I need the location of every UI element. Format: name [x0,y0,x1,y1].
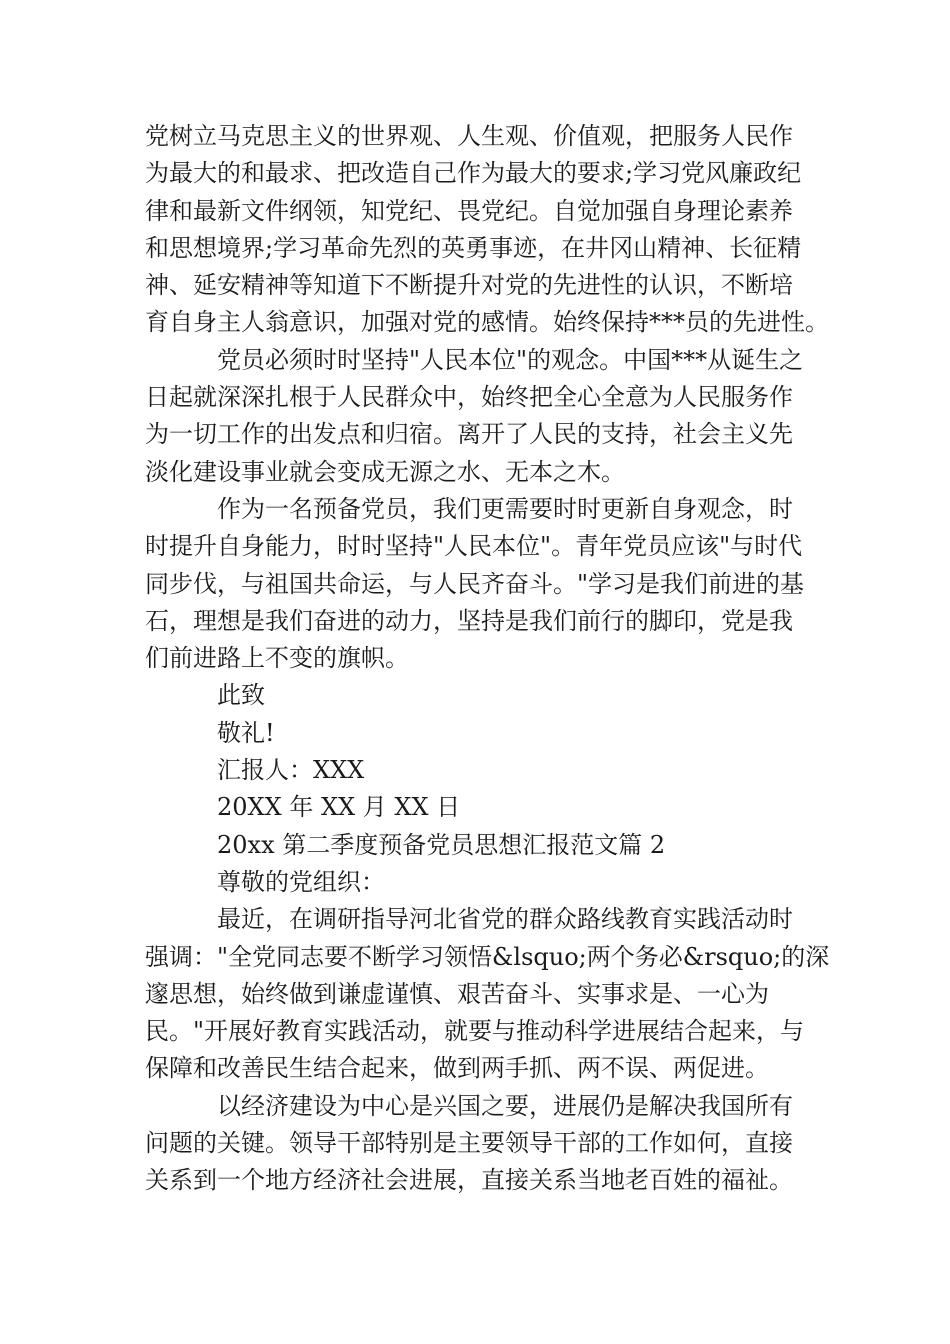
paragraph-start-line: 作为一名预备党员，我们更需要时时更新自身观念，时 [217,494,793,523]
report-date: 20XX 年 XX 月 XX 日 [217,793,461,822]
text-line: 为一切工作的出发点和归宿。离开了人民的支持，社会主义先 [145,420,793,449]
text-line: 民。"开展好教育实践活动，就要与推动科学进展结合起来，与 [145,1017,805,1046]
reporter-name: 汇报人：XXX [217,756,365,785]
text-line: 日起就深深扎根于人民群众中，始终把全心全意为人民服务作 [145,383,793,412]
text-line: 淡化建设事业就会变成无源之水、无本之木。 [145,457,625,486]
paragraph-start-line: 以经济建设为中心是兴国之要，进展仍是解决我国所有 [217,1091,793,1120]
closing-regards: 敬礼! [217,718,275,747]
text-line: 神、延安精神等知道下不断提升对党的先进性的认识，不断培 [145,271,793,300]
text-line: 时提升自身能力，时时坚持"人民本位"。青年党员应该"与时代 [145,532,803,561]
text-line: 为最大的和最求、把改造自己作为最大的要求;学习党风廉政纪 [145,159,802,188]
text-line: 强调："全党同志要不断学习领悟&lsquo;两个务必&rsquo;的深 [145,942,830,971]
document-body [145,118,830,1200]
text-line: 党树立马克思主义的世界观、人生观、价值观，把服务人民作 [145,122,793,150]
text-line: 关系到一个地方经济社会进展，直接关系当地老百姓的福祉。 [145,1166,793,1195]
text-line: 邃思想，始终做到谦虚谨慎、艰苦奋斗、实事求是、一心为 [145,979,769,1008]
closing-salutation: 此致 [217,681,265,710]
text-line: 律和最新文件纲领，知党纪、畏党纪。自觉加强自身理论素养 [145,196,793,225]
text-line: 保障和改善民生结合起来，做到两手抓、两不误、两促进。 [145,1054,769,1083]
text-line: 和思想境界;学习革命先烈的英勇事迹，在井冈山精神、长征精 [145,233,802,262]
paragraph-start-line: 党员必须时时坚持"人民本位"的观念。中国***从诞生之 [217,345,804,374]
paragraph-start-line: 最近，在调研指导河北省党的群众路线教育实践活动时 [217,905,793,934]
text-line: 问题的关键。领导干部特别是主要领导干部的工作如何，直接 [145,1129,793,1158]
greeting: 尊敬的党组织： [217,867,385,896]
text-line: 石，理想是我们奋进的动力，坚持是我们前行的脚印，党是我 [145,606,793,635]
section-title: 20xx 第二季度预备党员思想汇报范文篇 2 [217,830,666,859]
text-line: 同步伐，与祖国共命运，与人民齐奋斗。"学习是我们前进的基 [145,569,805,598]
text-line: 们前进路上不变的旗帜。 [145,644,409,673]
text-line: 育自身主人翁意识，加强对党的感情。始终保持***员的先进性。 [145,308,829,337]
